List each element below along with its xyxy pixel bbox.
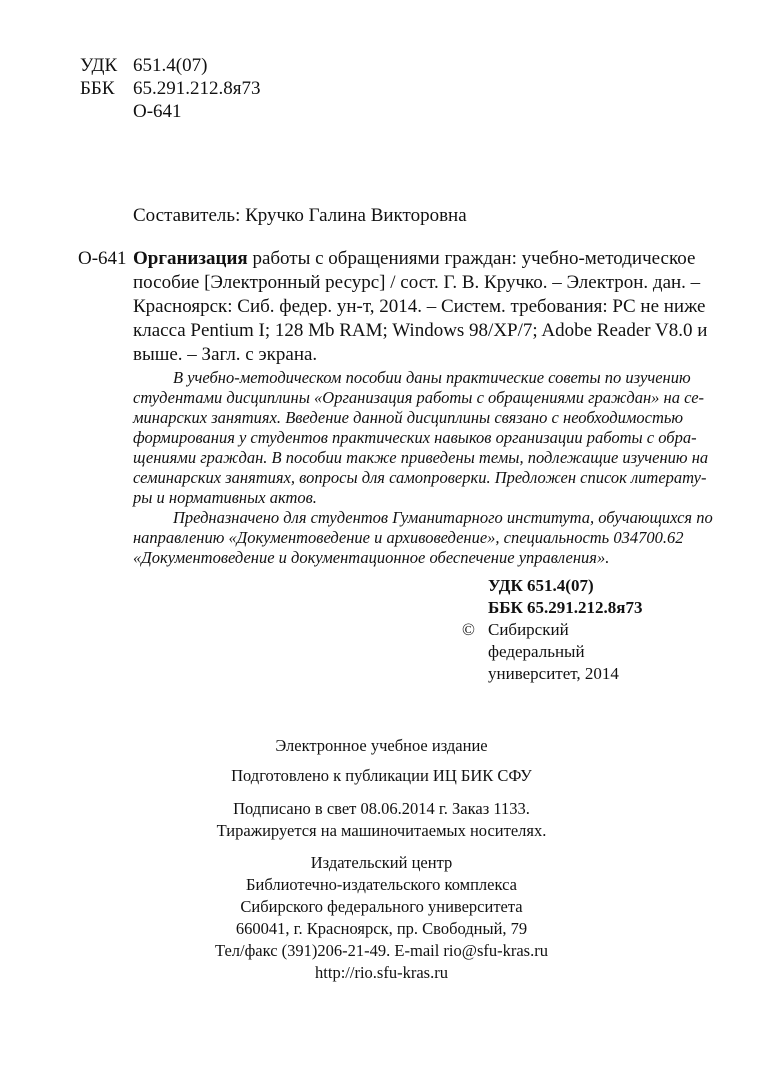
- purpose-line: Предназначено для студентов Гуманитарного института, обучающихся по: [173, 508, 713, 527]
- entry-mark: О-641: [78, 248, 127, 269]
- copyright-line: Сибирский: [488, 620, 569, 639]
- abstract-line: минарских занятиях. Введение данной дисциплины связано с необходимостью: [133, 408, 683, 427]
- abstract-line: ры и нормативных актов.: [133, 488, 317, 507]
- abstract-line: щениями граждан. В пособии также приведены темы, подлежащие изучению на: [133, 448, 709, 467]
- imprint-line: Подписано в свет 08.06.2014 г. Заказ 1133.: [233, 799, 530, 818]
- entry-line-5: выше. – Загл. с экрана.: [133, 344, 318, 365]
- imprint-line: Издательский центр: [310, 853, 453, 872]
- imprint-line: Библиотечно-издательского комплекса: [246, 875, 517, 894]
- abstract-line: студентами дисциплины «Организация работы с обращениями граждан» на се-: [133, 388, 705, 407]
- purpose-line: «Документоведение и документационное обеспечение управления».: [133, 548, 610, 567]
- copyright-icon: ©: [462, 620, 475, 639]
- abstract-line: семинарских занятиях, вопросы для самопроверки. Предложен список литерату-: [133, 468, 707, 487]
- compiler: Составитель: Кручко Галина Викторовна: [133, 205, 467, 226]
- imprint-line: Сибирского федерального университета: [240, 897, 523, 916]
- bbk-code: 65.291.212.8я73: [133, 78, 261, 99]
- imprint-line: Подготовлено к публикации ИЦ БИК СФУ: [231, 766, 532, 785]
- imprint-line: Электронное учебное издание: [275, 736, 488, 755]
- udk-code: 651.4(07): [133, 55, 208, 76]
- imprint-line: 660041, г. Красноярск, пр. Свободный, 79: [235, 919, 528, 938]
- imprint-line: Тиражируется на машиночитаемых носителях.: [216, 821, 547, 840]
- entry-text: работы с обращениями граждан: учебно-методическое: [252, 248, 696, 269]
- imprint-url: http://rio.sfu-kras.ru: [315, 963, 448, 982]
- abstract-line: формирования у студентов практических навыков организации работы с обра-: [133, 428, 697, 447]
- copyright-line: университет, 2014: [488, 664, 619, 683]
- udk-label: УДК: [80, 55, 118, 76]
- entry-title: Организация: [133, 248, 248, 269]
- bbk-summary: ББК 65.291.212.8я73: [488, 598, 643, 617]
- imprint-contact: Тел/факс (391)206-21-49. E-mail rio@sfu-kras.ru: [215, 941, 548, 960]
- bbk-label: ББК: [80, 78, 115, 99]
- entry-line-2: пособие [Электронный ресурс] / сост. Г. В. Кручко. – Электрон. дан. –: [133, 272, 701, 293]
- author-mark: О-641: [133, 101, 182, 122]
- entry-line-3: Красноярск: Сиб. федер. ун-т, 2014. – Систем. требования: PC не ниже: [133, 296, 706, 317]
- purpose-line: направлению «Документоведение и архивоведение», специальность 034700.62: [133, 528, 684, 547]
- entry-line-1: [133, 247, 695, 270]
- abstract-line: В учебно-методическом пособии даны практические советы по изучению: [173, 368, 691, 387]
- copyright-line: федеральный: [488, 642, 585, 661]
- udk-summary: УДК 651.4(07): [488, 576, 594, 595]
- entry-line-4: класса Pentium I; 128 Mb RAM; Windows 98/XP/7; Adobe Reader V8.0 и: [133, 320, 708, 341]
